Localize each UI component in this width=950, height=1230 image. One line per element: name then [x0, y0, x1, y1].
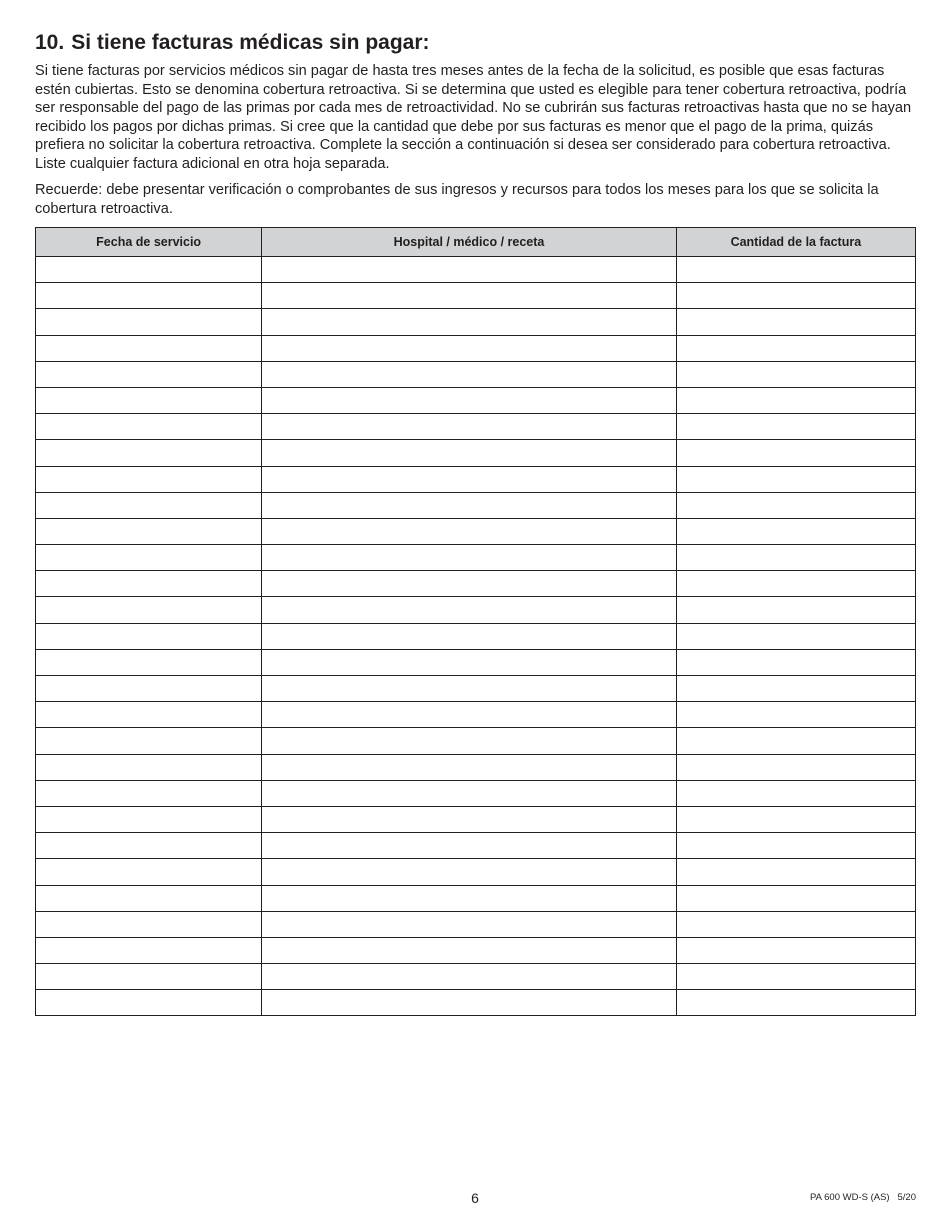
table-row	[36, 361, 916, 387]
table-row	[36, 728, 916, 754]
provider-field[interactable]	[262, 545, 676, 571]
table-row	[36, 257, 916, 283]
provider-field[interactable]	[262, 257, 676, 283]
bill-amount-field[interactable]	[676, 754, 915, 780]
table-row	[36, 309, 916, 335]
verification-reminder: Recuerde: debe presentar verificación o comprobantes de sus ingresos y recursos para todos los meses para los que se solicita la cobertura retroactiva.	[35, 182, 879, 217]
provider-field[interactable]	[262, 649, 676, 675]
table-row	[36, 754, 916, 780]
bill-amount-field[interactable]	[676, 937, 915, 963]
bill-amount-field[interactable]	[676, 859, 915, 885]
bill-amount-field[interactable]	[676, 911, 915, 937]
bill-amount-field[interactable]	[676, 676, 915, 702]
service-date-field[interactable]	[36, 649, 262, 675]
provider-field[interactable]	[262, 440, 676, 466]
bill-amount-field[interactable]	[676, 806, 915, 832]
service-date-field[interactable]	[36, 702, 262, 728]
table-row	[36, 937, 916, 963]
retroactive-coverage-explanation: Si tiene facturas por servicios médicos sin pagar de hasta tres meses antes de la fecha de la solicitud, es posible que esas facturas estén cubiertas. Esto se denomina cobertura retroactiva. Si se determina que usted es elegible para tener cobertura retroactiva, podría ser responsable del pago de las primas por cada mes de retroactividad. No se cubrirán sus facturas retroactivas hasta que no se hayan recibido los pagos por dichas primas. Si cree que la cantidad que debe por sus facturas es menor que el pago de la prima, quizás prefiera no solicitar la cobertura retroactiva. Complete la sección a continuación si desea ser considerado para cobertura retroactiva. Liste cualquier factura adicional en otra hoja separada.	[35, 63, 912, 172]
bill-amount-field[interactable]	[676, 833, 915, 859]
bill-amount-field[interactable]	[676, 623, 915, 649]
service-date-field[interactable]	[36, 309, 262, 335]
provider-field[interactable]	[262, 754, 676, 780]
provider-field[interactable]	[262, 387, 676, 413]
provider-field[interactable]	[262, 702, 676, 728]
bill-amount-field[interactable]	[676, 964, 915, 990]
provider-field[interactable]	[262, 676, 676, 702]
service-date-field[interactable]	[36, 859, 262, 885]
bill-amount-field[interactable]	[676, 466, 915, 492]
section-title	[35, 29, 430, 57]
provider-field[interactable]	[262, 623, 676, 649]
provider-field[interactable]	[262, 571, 676, 597]
service-date-field[interactable]	[36, 990, 262, 1016]
table-row	[36, 387, 916, 413]
provider-field[interactable]	[262, 885, 676, 911]
table-row	[36, 833, 916, 859]
header-provider: Hospital / médico / receta	[262, 228, 676, 257]
bill-amount-field[interactable]	[676, 649, 915, 675]
bill-amount-field[interactable]	[676, 885, 915, 911]
service-date-field[interactable]	[36, 885, 262, 911]
provider-field[interactable]	[262, 361, 676, 387]
table-row	[36, 702, 916, 728]
provider-field[interactable]	[262, 283, 676, 309]
provider-field[interactable]	[262, 518, 676, 544]
provider-field[interactable]	[262, 466, 676, 492]
table-row	[36, 545, 916, 571]
service-date-field[interactable]	[36, 806, 262, 832]
provider-field[interactable]	[262, 937, 676, 963]
bill-amount-field[interactable]	[676, 597, 915, 623]
table-row	[36, 440, 916, 466]
service-date-field[interactable]	[36, 676, 262, 702]
service-date-field[interactable]	[36, 492, 262, 518]
provider-field[interactable]	[262, 859, 676, 885]
table-row	[36, 964, 916, 990]
table-row	[36, 571, 916, 597]
table-row	[36, 335, 916, 361]
service-date-field[interactable]	[36, 466, 262, 492]
bill-amount-field[interactable]	[676, 257, 915, 283]
table-row	[36, 466, 916, 492]
provider-field[interactable]	[262, 335, 676, 361]
form-code: PA 600 WD-S (AS) 5/20	[810, 1192, 916, 1203]
table-row	[36, 623, 916, 649]
bill-amount-field[interactable]	[676, 440, 915, 466]
bill-rows	[36, 257, 916, 1016]
table-row	[36, 911, 916, 937]
bill-amount-field[interactable]	[676, 780, 915, 806]
bill-amount-field[interactable]	[676, 309, 915, 335]
section-number: 10.	[35, 31, 65, 54]
table-row	[36, 492, 916, 518]
service-date-field[interactable]	[36, 283, 262, 309]
table-header-row	[36, 228, 916, 257]
service-date-field[interactable]	[36, 833, 262, 859]
service-date-field[interactable]	[36, 937, 262, 963]
service-date-field[interactable]	[36, 597, 262, 623]
page-number: 6	[471, 1190, 479, 1206]
provider-field[interactable]	[262, 309, 676, 335]
table-row	[36, 859, 916, 885]
header-service-date: Fecha de servicio	[36, 228, 262, 257]
bill-amount-field[interactable]	[676, 728, 915, 754]
bill-amount-field[interactable]	[676, 571, 915, 597]
service-date-field[interactable]	[36, 440, 262, 466]
bill-amount-field[interactable]	[676, 518, 915, 544]
service-date-field[interactable]	[36, 911, 262, 937]
table-row	[36, 806, 916, 832]
bill-amount-field[interactable]	[676, 545, 915, 571]
table-row	[36, 597, 916, 623]
service-date-field[interactable]	[36, 571, 262, 597]
bill-amount-field[interactable]	[676, 702, 915, 728]
table-row	[36, 990, 916, 1016]
table-row	[36, 414, 916, 440]
table-row	[36, 518, 916, 544]
bill-amount-field[interactable]	[676, 990, 915, 1016]
service-date-field[interactable]	[36, 545, 262, 571]
table-row	[36, 885, 916, 911]
table-row	[36, 676, 916, 702]
table-row	[36, 649, 916, 675]
service-date-field[interactable]	[36, 728, 262, 754]
provider-field[interactable]	[262, 990, 676, 1016]
provider-field[interactable]	[262, 964, 676, 990]
bill-amount-field[interactable]	[676, 414, 915, 440]
provider-field[interactable]	[262, 492, 676, 518]
service-date-field[interactable]	[36, 414, 262, 440]
service-date-field[interactable]	[36, 387, 262, 413]
service-date-field[interactable]	[36, 623, 262, 649]
provider-field[interactable]	[262, 780, 676, 806]
provider-field[interactable]	[262, 597, 676, 623]
bill-amount-field[interactable]	[676, 361, 915, 387]
service-date-field[interactable]	[36, 335, 262, 361]
provider-field[interactable]	[262, 911, 676, 937]
service-date-field[interactable]	[36, 361, 262, 387]
bill-amount-field[interactable]	[676, 492, 915, 518]
provider-field[interactable]	[262, 806, 676, 832]
table-row	[36, 780, 916, 806]
service-date-field[interactable]	[36, 964, 262, 990]
service-date-field[interactable]	[36, 780, 262, 806]
table-row	[36, 283, 916, 309]
service-date-field[interactable]	[36, 257, 262, 283]
provider-field[interactable]	[262, 414, 676, 440]
bill-amount-field[interactable]	[676, 335, 915, 361]
section-title-text: Si tiene facturas médicas sin pagar:	[71, 31, 430, 54]
medical-bills-table	[35, 227, 916, 1016]
provider-field[interactable]	[262, 728, 676, 754]
bill-amount-field[interactable]	[676, 387, 915, 413]
service-date-field[interactable]	[36, 518, 262, 544]
bill-amount-field[interactable]	[676, 283, 915, 309]
service-date-field[interactable]	[36, 754, 262, 780]
header-bill-amount: Cantidad de la factura	[676, 228, 915, 257]
provider-field[interactable]	[262, 833, 676, 859]
